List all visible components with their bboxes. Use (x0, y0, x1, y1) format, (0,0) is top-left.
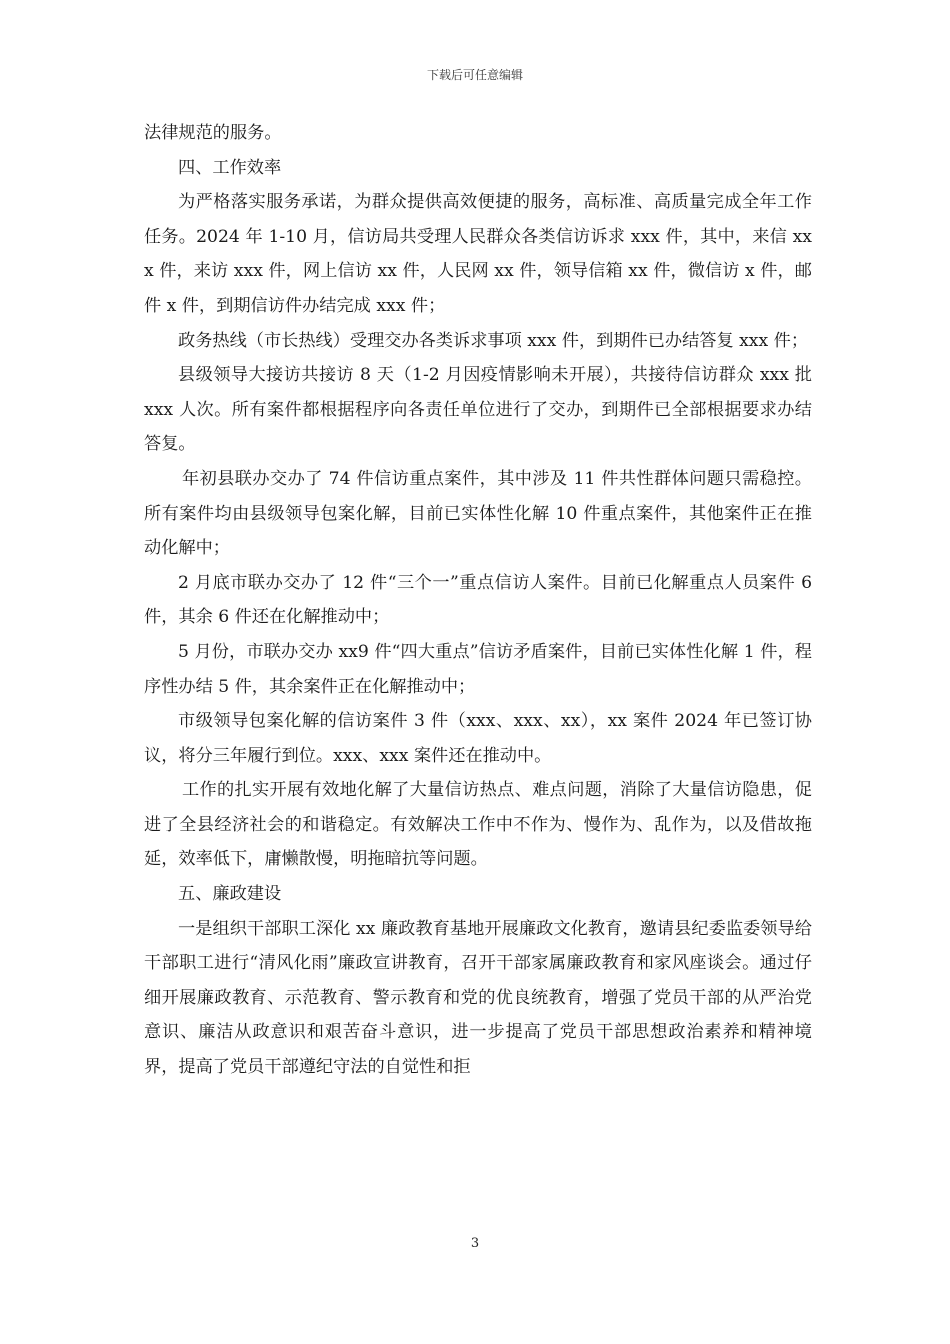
section-heading-efficiency: 四、工作效率 (178, 157, 282, 178)
page-number: 3 (470, 1236, 480, 1251)
paragraph-1: 法律规范的服务。 (144, 123, 282, 143)
section-heading-integrity: 五、廉政建设 (178, 884, 282, 905)
document-body (144, 116, 812, 1085)
paragraph-5: 年初县联办交办了 74 件信访重点案件，其中涉及 11 件共性群体问题只需稳控。所有案件均由县级领导包案化解，目前已实体性化解 10 件重点案件，其他案件正在推动化解中； (144, 468, 812, 559)
paragraph-2: 为严格落实服务承诺，为群众提供高效便捷的服务，高标准、高质量完成全年工作任务。2024 年 1-10 月，信访局共受理人民群众各类信访诉求 xxx 件，其中，来信 xxx 件，来访 xxx 件，网上信访 xx 件，人民网 xx 件，领导信箱 xx 件，微信访 x 件，邮件 x 件，到期信访件办结完成 xxx 件； (144, 192, 812, 316)
paragraph-7: 5 月份，市联办交办 xx9 件“四大重点”信访矛盾案件，目前已实体性化解 1 件，程序性办结 5 件，其余案件正在化解推动中； (144, 641, 812, 697)
page-header: 下载后可任意编辑 (426, 68, 523, 82)
paragraph-9: 工作的扎实开展有效地化解了大量信访热点、难点问题，消除了大量信访隐患，促进了全县经济社会的和谐稳定。有效解决工作中不作为、慢作为、乱作为，以及借故拖延，效率低下，庸懒散慢，明拖暗抗等问题。 (144, 780, 812, 870)
paragraph-10: 一是组织干部职工深化 xx 廉政教育基地开展廉政文化教育，邀请县纪委监委领导给干部职工进行“清风化雨”廉政宣讲教育，召开干部家属廉政教育和家风座谈会。通过仔细开展廉政教育、示范教育、警示教育和党的优良统教育，增强了党员干部的从严治党意识、廉洁从政意识和艰苦奋斗意识，进一步提高了党员干部思想政治素养和精神境界，提高了党员干部遵纪守法的自觉性和拒 (144, 918, 812, 1078)
paragraph-4: 县级领导大接访共接访 8 天（1-2 月因疫情影响未开展），共接待信访群众 xxx 批 xxx 人次。所有案件都根据程序向各责任单位进行了交办，到期件已全部根据要求办结答复。 (144, 365, 812, 455)
paragraph-6: 2 月底市联办交办了 12 件“三个一”重点信访人案件。目前已化解重点人员案件 6 件，其余 6 件还在化解推动中； (144, 572, 812, 628)
paragraph-8: 市级领导包案化解的信访案件 3 件（xxx、xxx、xx），xx 案件 2024 年已签订协议，将分三年履行到位。xxx、xxx 案件还在推动中。 (144, 711, 812, 766)
paragraph-3: 政务热线（市长热线）受理交办各类诉求事项 xxx 件，到期件已办结答复 xxx 件； (178, 330, 809, 351)
